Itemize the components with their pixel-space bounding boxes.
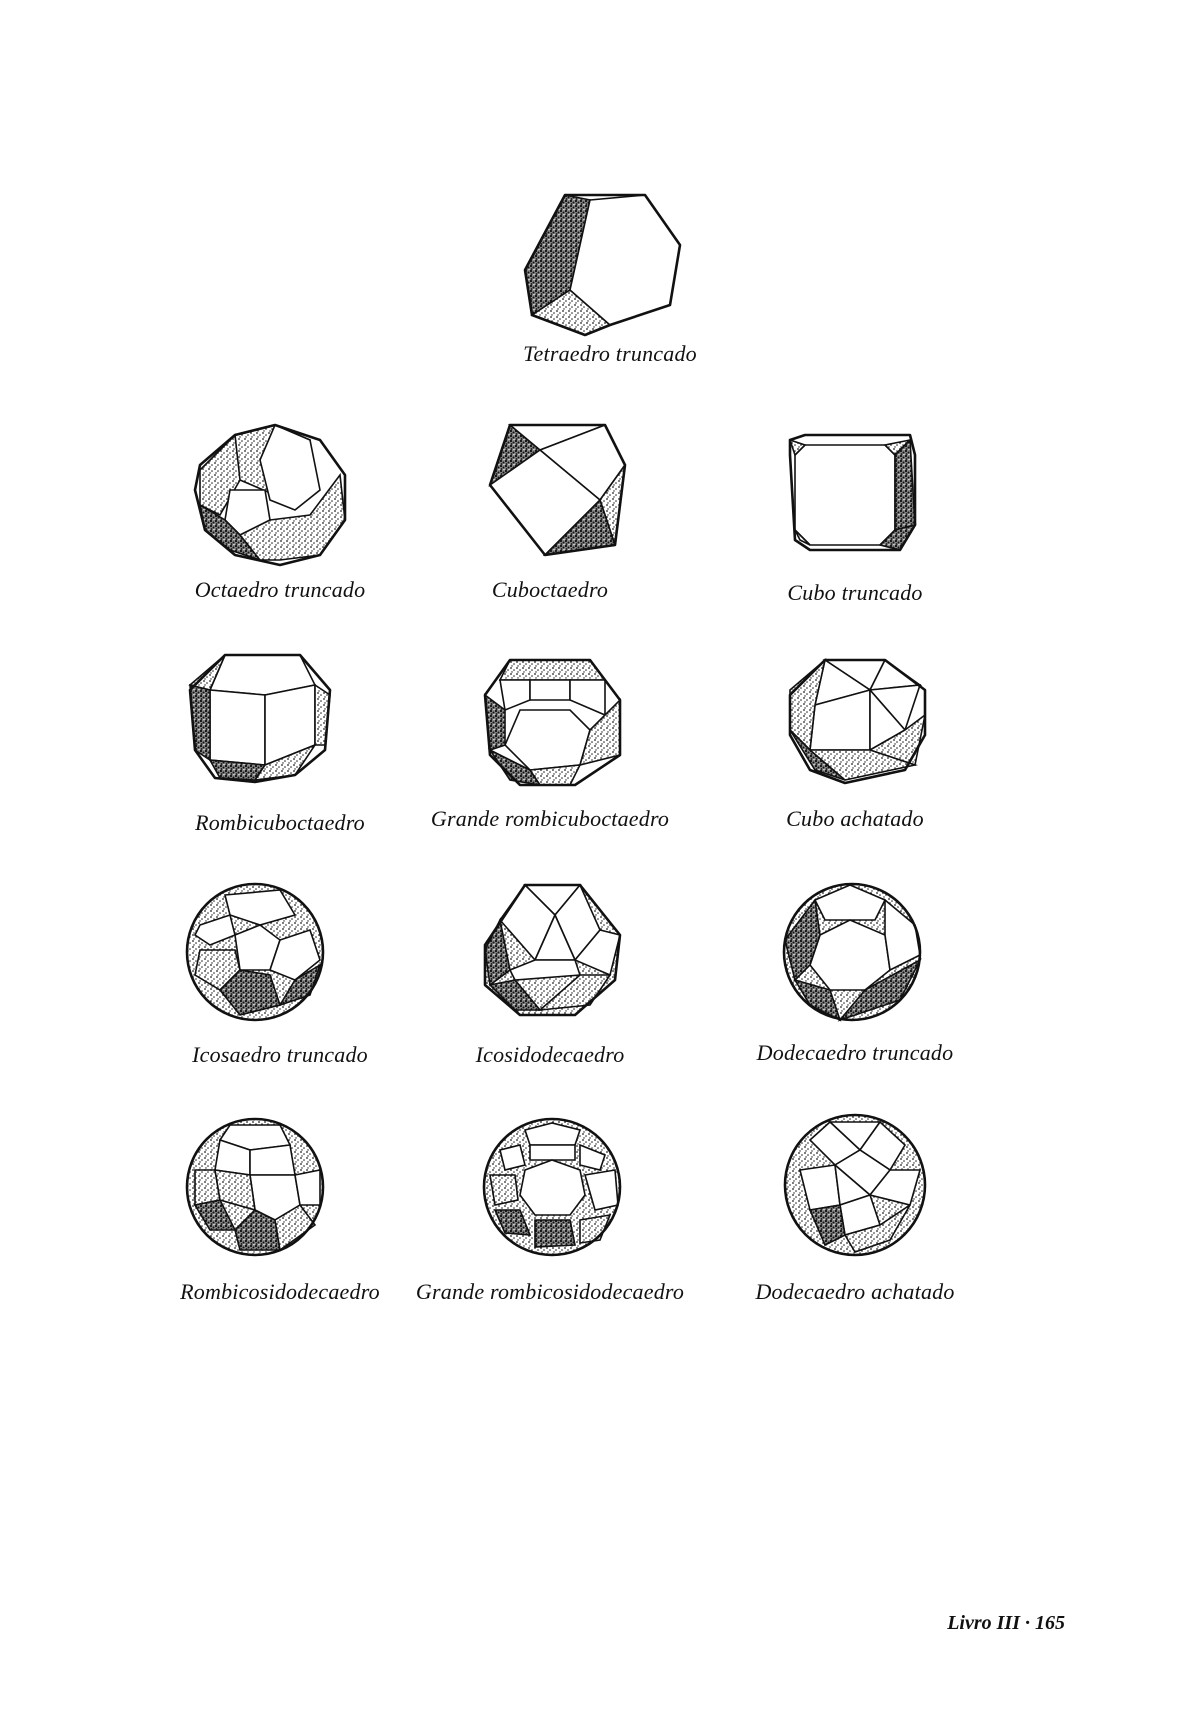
truncated-tetrahedron-figure [520,190,690,350]
rhombicuboctahedron-figure [185,650,335,790]
truncated-dodecahedron-figure [780,880,925,1025]
caption-rhombicuboctahedron: Rombicuboctaedro [195,810,365,835]
snub-dodecahedron-figure [780,1110,930,1260]
truncated-octahedron-figure [190,420,360,570]
footer-book: Livro III [947,1612,1020,1634]
caption-icosidodecahedron: Icosidodecaedro [475,1042,625,1067]
truncated-cube-figure [785,430,925,560]
page-footer [947,1612,1065,1635]
caption-truncated-dodecahedron: Dodecaedro truncado [756,1040,954,1065]
caption-cuboctahedron: Cuboctaedro [491,577,609,602]
footer-separator: · [1025,1612,1030,1634]
rhombicosidodecahedron-figure [180,1115,330,1260]
icosidodecahedron-figure [480,880,625,1025]
page-number: 165 [1035,1612,1065,1634]
great-rhombicosidodecahedron-figure [480,1115,625,1260]
caption-great-rhombicosidodecahedron: Grande rombicosidodecaedro [415,1279,685,1304]
truncated-icosahedron-figure [180,880,330,1025]
caption-rhombicosidodecahedron: Rombicosidodecaedro [180,1279,380,1304]
caption-truncated-icosahedron: Icosaedro truncado [192,1042,368,1067]
cuboctahedron-figure [480,420,630,560]
caption-great-rhombicuboctahedron: Grande rombicuboctaedro [430,806,670,831]
caption-snub-dodecahedron: Dodecaedro achatado [755,1279,955,1304]
snub-cube-figure [785,655,930,790]
caption-truncated-cube: Cubo truncado [787,580,923,605]
caption-truncated-tetrahedron: Tetraedro truncado [523,341,697,366]
caption-snub-cube: Cubo achatado [786,806,924,831]
caption-truncated-octahedron: Octaedro truncado [194,577,366,602]
great-rhombicuboctahedron-figure [480,655,625,790]
